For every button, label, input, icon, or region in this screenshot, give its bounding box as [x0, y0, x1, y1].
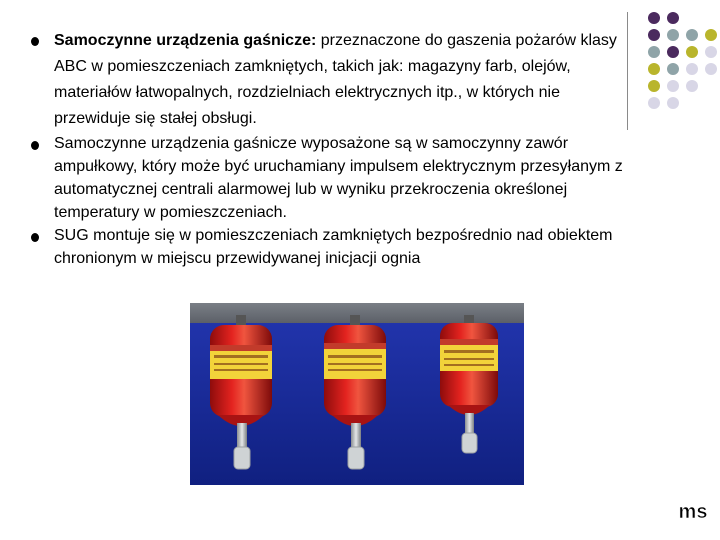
- bullet-1-lead: Samoczynne urządzenia gaśnicze:: [54, 32, 317, 49]
- dot-row-1: [648, 12, 679, 24]
- bullet-item-1: [30, 28, 630, 132]
- bullet-item-3: [30, 224, 630, 270]
- bullet-list: [30, 28, 630, 270]
- bullet-item-2: [30, 132, 630, 224]
- dot-row-3: [648, 46, 717, 58]
- dot-row-2: [648, 29, 717, 41]
- dot-row-6: [648, 97, 679, 109]
- extinguisher-photo: [190, 303, 524, 485]
- bullet-1-text: przeznaczone do gaszenia pożarów klasy ABC w pomieszczeniach zamkniętych, takich jak: magazyny farb, olejów, materiałów łatwopalnych, rozdzielniach elektrycznych itp., w których nie przewiduje się stałej obsługi.: [54, 32, 617, 127]
- ms-logo: [680, 497, 706, 523]
- decorative-dot-grid: [640, 10, 720, 120]
- dot-row-4: [648, 63, 717, 75]
- svg-text:ms: ms: [678, 501, 708, 523]
- bullet-3-text: SUG montuje się w pomieszczeniach zamkniętych bezpośrednio nad obiektem chronionym w miejscu przewidywanej inicjacji ognia: [54, 227, 613, 267]
- bullet-2-text: Samoczynne urządzenia gaśnicze wyposażone są w samoczynny zawór ampułkowy, który może być uruchamiany impulsem elektrycznym przesyłanym z automatycznej centrali alarmowej lub w wyniku przekroczenia określonej temperatury w pomieszczeniach.: [54, 135, 623, 221]
- dot-row-5: [648, 80, 698, 92]
